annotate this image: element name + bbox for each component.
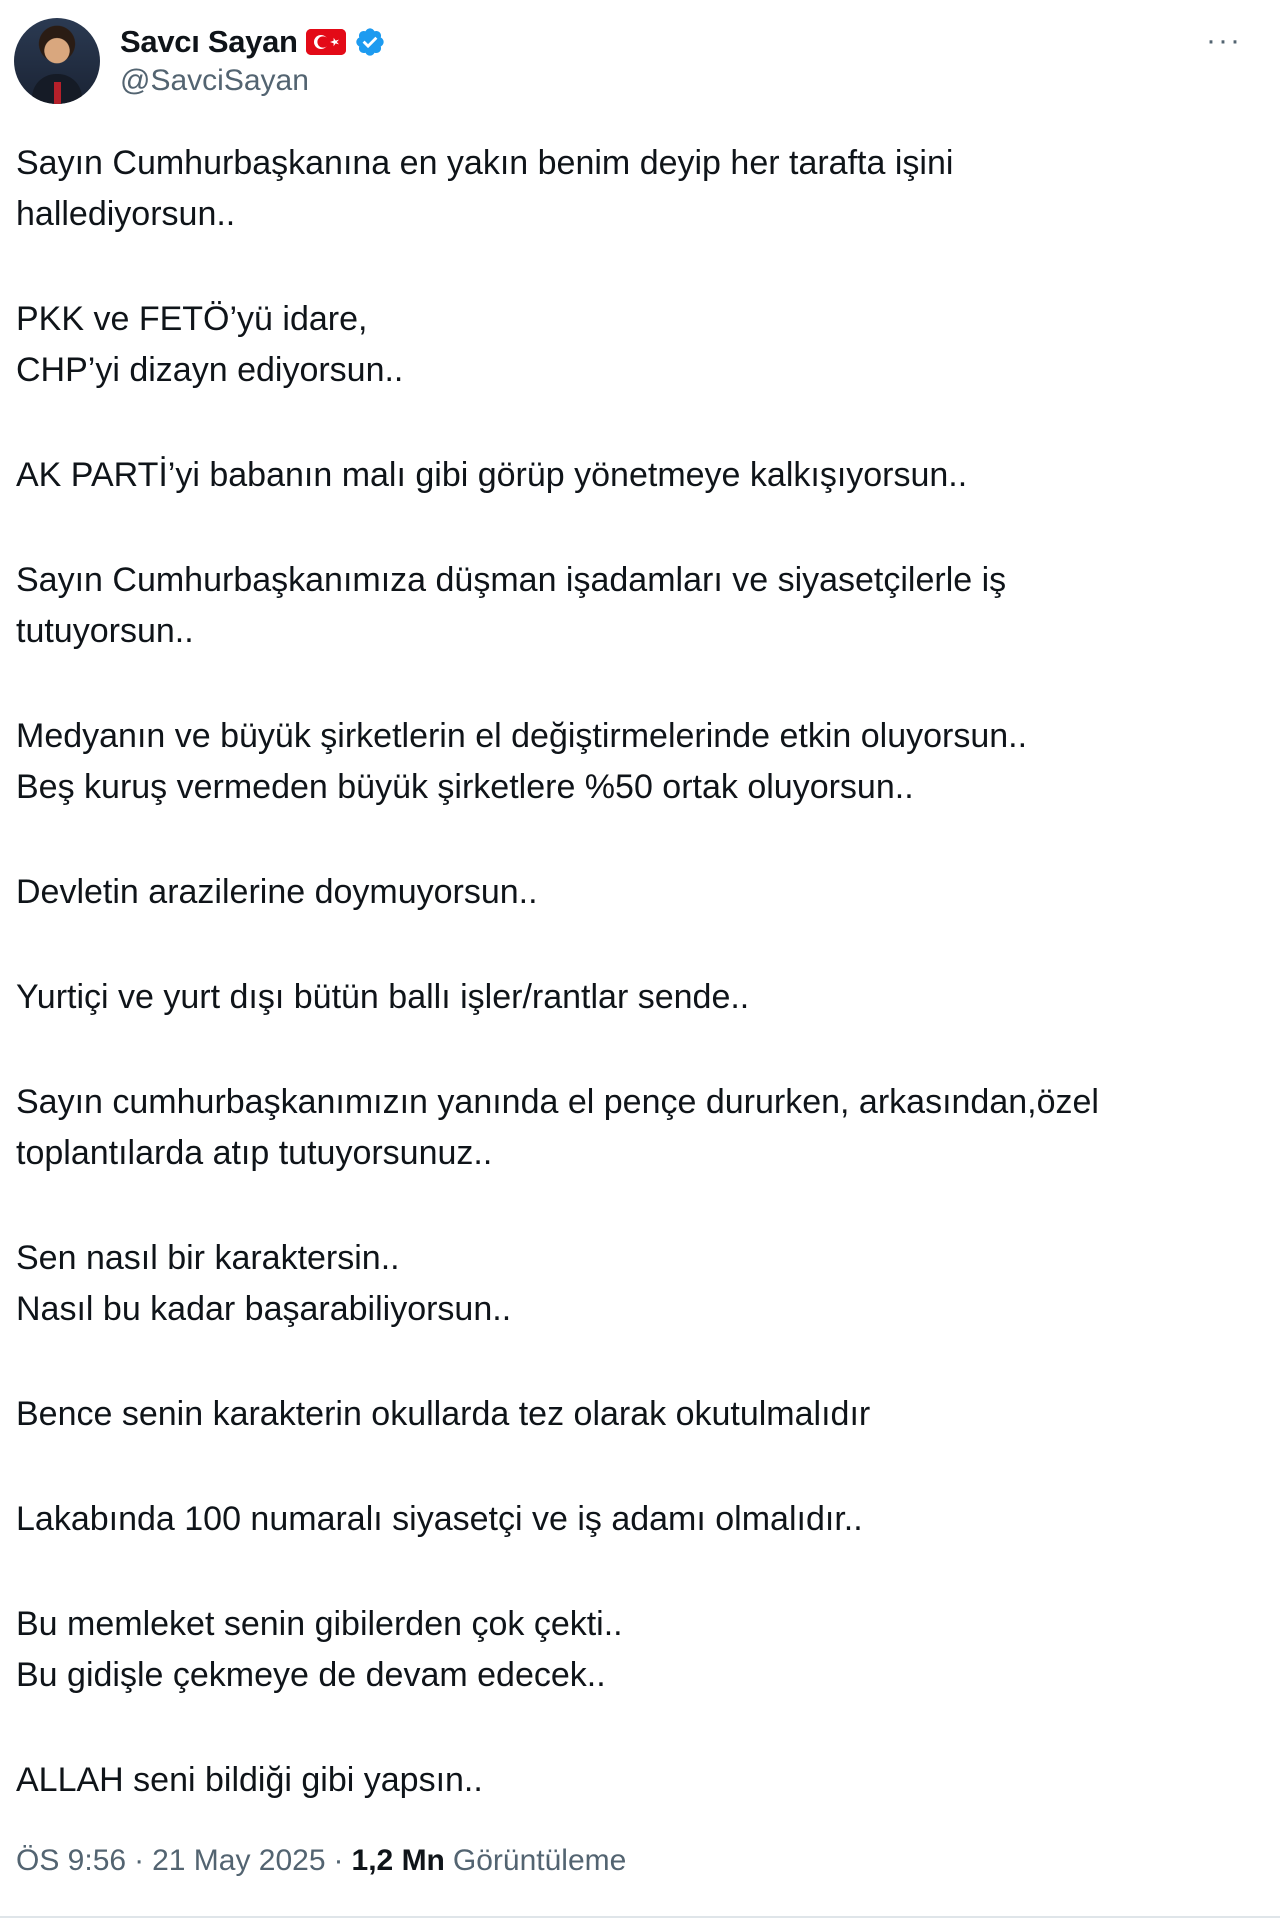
tweet-paragraph: Bu memleket senin gibilerden çok çekti.. Bu gidişle çekmeye de devam edecek.. bbox=[16, 1605, 623, 1694]
more-options-icon[interactable]: ··· bbox=[1206, 24, 1242, 57]
tweet-paragraph: Bence senin karakterin okullarda tez olarak okutulmalıdır bbox=[16, 1395, 871, 1433]
avatar[interactable] bbox=[14, 18, 100, 104]
tweet-time[interactable]: ÖS 9:56 bbox=[16, 1844, 127, 1877]
verified-badge-icon bbox=[354, 26, 386, 58]
tweet-paragraph: Medyanın ve büyük şirketlerin el değiştirmelerinde etkin oluyorsun.. Beş kuruş vermeden büyük şirketlere %50 ortak oluyorsun.. bbox=[16, 717, 1028, 806]
tweet-paragraph: PKK ve FETÖ’yü idare, CHP’yi dizayn ediyorsun.. bbox=[16, 300, 404, 389]
tweet-paragraph: Sayın cumhurbaşkanımızın yanında el pençe dururken, arkasından,özel toplantılarda atıp tutuyorsunuz.. bbox=[16, 1083, 1099, 1172]
tweet-paragraph: Sayın Cumhurbaşkanına en yakın benim deyip her tarafta işini hallediyorsun.. bbox=[16, 144, 954, 233]
tweet-paragraph: Devletin arazilerine doymuyorsun.. bbox=[16, 873, 538, 911]
author-handle[interactable]: @SavciSayan bbox=[120, 64, 309, 97]
tweet-paragraph: Sayın Cumhurbaşkanımıza düşman işadamları ve siyasetçilerle iş tutuyorsun.. bbox=[16, 561, 1007, 650]
turkey-flag-icon bbox=[306, 29, 346, 55]
author-display-name[interactable]: Savcı Sayan bbox=[120, 24, 298, 59]
tweet-paragraph: Yurtiçi ve yurt dışı bütün ballı işler/rantlar sende.. bbox=[16, 978, 750, 1016]
tweet-paragraph: Lakabında 100 numaralı siyasetçi ve iş adamı olmalıdır.. bbox=[16, 1500, 863, 1538]
tweet-header bbox=[14, 16, 386, 106]
name-row bbox=[120, 24, 386, 60]
views-count[interactable]: 1,2 Mn bbox=[351, 1844, 445, 1877]
views-label: Görüntüleme bbox=[452, 1844, 627, 1877]
tweet-text bbox=[16, 138, 1256, 1860]
avatar-tie-detail bbox=[54, 82, 61, 104]
tweet-meta bbox=[16, 1844, 626, 1878]
tweet-paragraph: ALLAH seni bildiği gibi yapsın.. bbox=[16, 1761, 483, 1799]
tweet-paragraph: Sen nasıl bir karaktersin.. Nasıl bu kadar başarabiliyorsun.. bbox=[16, 1239, 512, 1328]
author-names bbox=[120, 24, 386, 98]
tweet-paragraph: AK PARTİ’yi babanın malı gibi görüp yönetmeye kalkışıyorsun.. bbox=[16, 456, 968, 494]
meta-separator: · bbox=[134, 1844, 145, 1877]
meta-separator: · bbox=[333, 1844, 344, 1877]
tweet-date[interactable]: 21 May 2025 bbox=[152, 1844, 326, 1877]
divider bbox=[0, 1916, 1280, 1918]
